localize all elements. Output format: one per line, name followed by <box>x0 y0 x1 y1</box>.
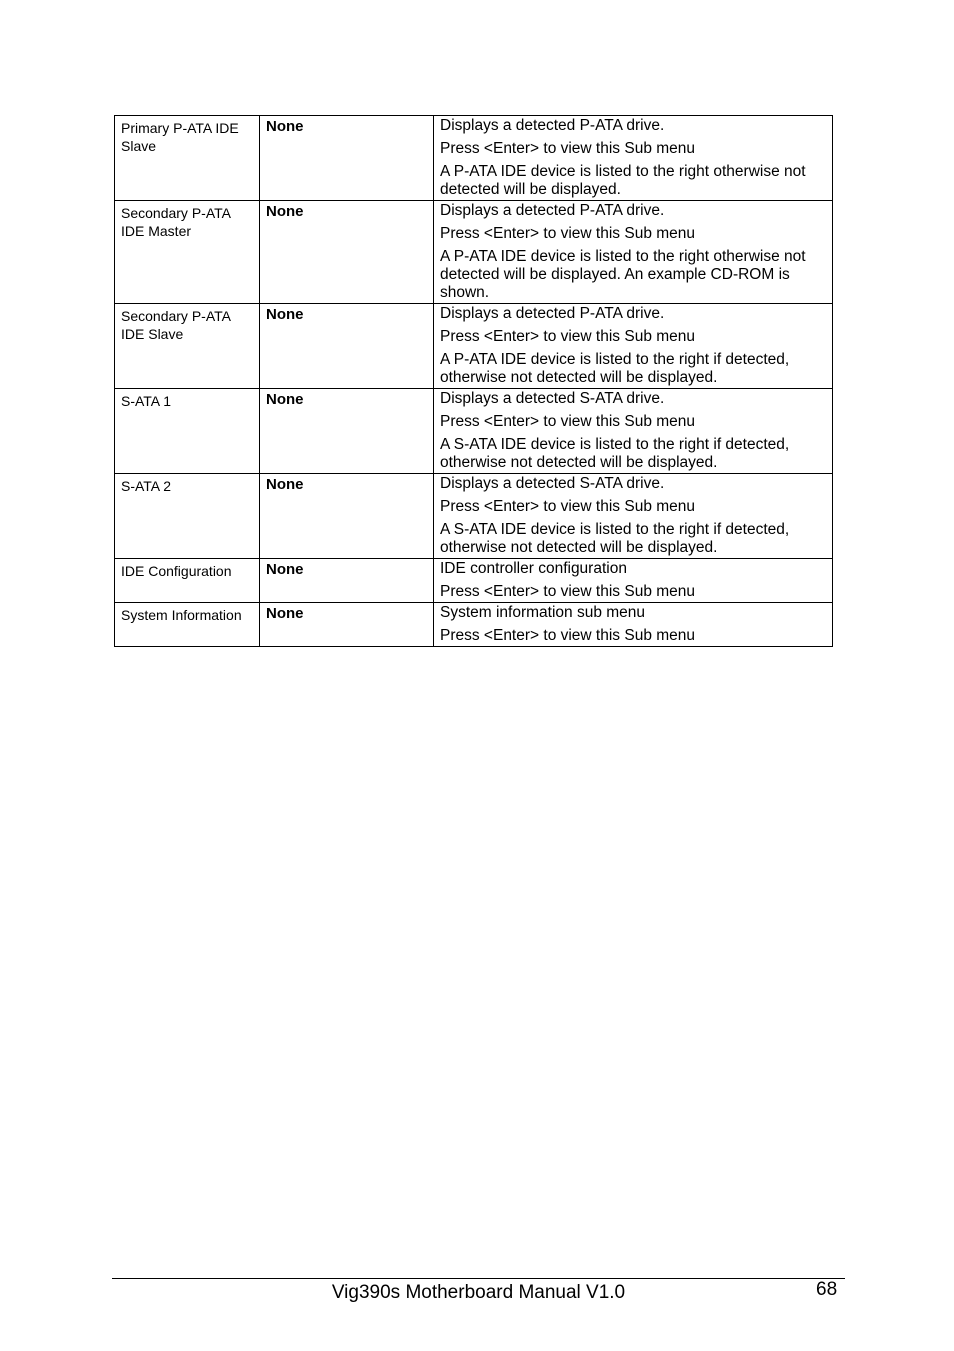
setting-description <box>434 116 833 201</box>
description-line: Displays a detected P-ATA drive. <box>440 305 665 322</box>
table-row <box>115 474 833 559</box>
table-body <box>115 116 833 647</box>
setting-description <box>434 559 833 603</box>
setting-description <box>434 603 833 647</box>
setting-option: None <box>260 201 434 304</box>
description-line: Displays a detected P-ATA drive. <box>440 202 665 219</box>
description-line: Press <Enter> to view this Sub menu <box>440 413 696 430</box>
setting-name: System Information <box>115 603 260 647</box>
description-line: System information sub menu <box>440 604 646 621</box>
description-line: A S-ATA IDE device is listed to the right if detected, otherwise not detected will be displayed. <box>440 521 790 556</box>
setting-description <box>434 389 833 474</box>
bios-settings-table <box>114 115 833 647</box>
table-row <box>115 116 833 201</box>
description-line: A P-ATA IDE device is listed to the right if detected, otherwise not detected will be displayed. <box>440 351 790 386</box>
description-line: Press <Enter> to view this Sub menu <box>440 627 696 644</box>
footer-divider <box>112 1278 845 1279</box>
description-line: Press <Enter> to view this Sub menu <box>440 583 696 600</box>
setting-description <box>434 304 833 389</box>
footer-title: Vig390s Motherboard Manual V1.0 <box>331 1282 626 1303</box>
setting-name: Secondary P-ATA IDE Master <box>115 201 260 304</box>
setting-description <box>434 474 833 559</box>
setting-option: None <box>260 559 434 603</box>
setting-description <box>434 201 833 304</box>
setting-option: None <box>260 474 434 559</box>
description-line: Press <Enter> to view this Sub menu <box>440 498 696 515</box>
description-line: Press <Enter> to view this Sub menu <box>440 140 696 157</box>
description-line: IDE controller configuration <box>440 560 627 577</box>
description-line: Displays a detected S-ATA drive. <box>440 390 665 407</box>
description-line: Displays a detected S-ATA drive. <box>440 475 665 492</box>
table-row <box>115 559 833 603</box>
setting-option: None <box>260 304 434 389</box>
description-line: Press <Enter> to view this Sub menu <box>440 225 696 242</box>
setting-name: Primary P-ATA IDE Slave <box>115 116 260 201</box>
page-number: 68 <box>816 1279 838 1300</box>
setting-name: S-ATA 1 <box>115 389 260 474</box>
setting-option: None <box>260 389 434 474</box>
setting-name: IDE Configuration <box>115 559 260 603</box>
description-line: Displays a detected P-ATA drive. <box>440 117 665 134</box>
setting-option: None <box>260 116 434 201</box>
description-line: A P-ATA IDE device is listed to the right otherwise not detected will be displayed. An example CD-ROM is shown. <box>440 248 806 301</box>
setting-name: Secondary P-ATA IDE Slave <box>115 304 260 389</box>
description-line: A P-ATA IDE device is listed to the right otherwise not detected will be displayed. <box>440 163 806 198</box>
table-row <box>115 201 833 304</box>
table-row <box>115 603 833 647</box>
setting-option: None <box>260 603 434 647</box>
table-row <box>115 304 833 389</box>
table-row <box>115 389 833 474</box>
description-line: Press <Enter> to view this Sub menu <box>440 328 696 345</box>
description-line: A S-ATA IDE device is listed to the right if detected, otherwise not detected will be displayed. <box>440 436 790 471</box>
setting-name: S-ATA 2 <box>115 474 260 559</box>
